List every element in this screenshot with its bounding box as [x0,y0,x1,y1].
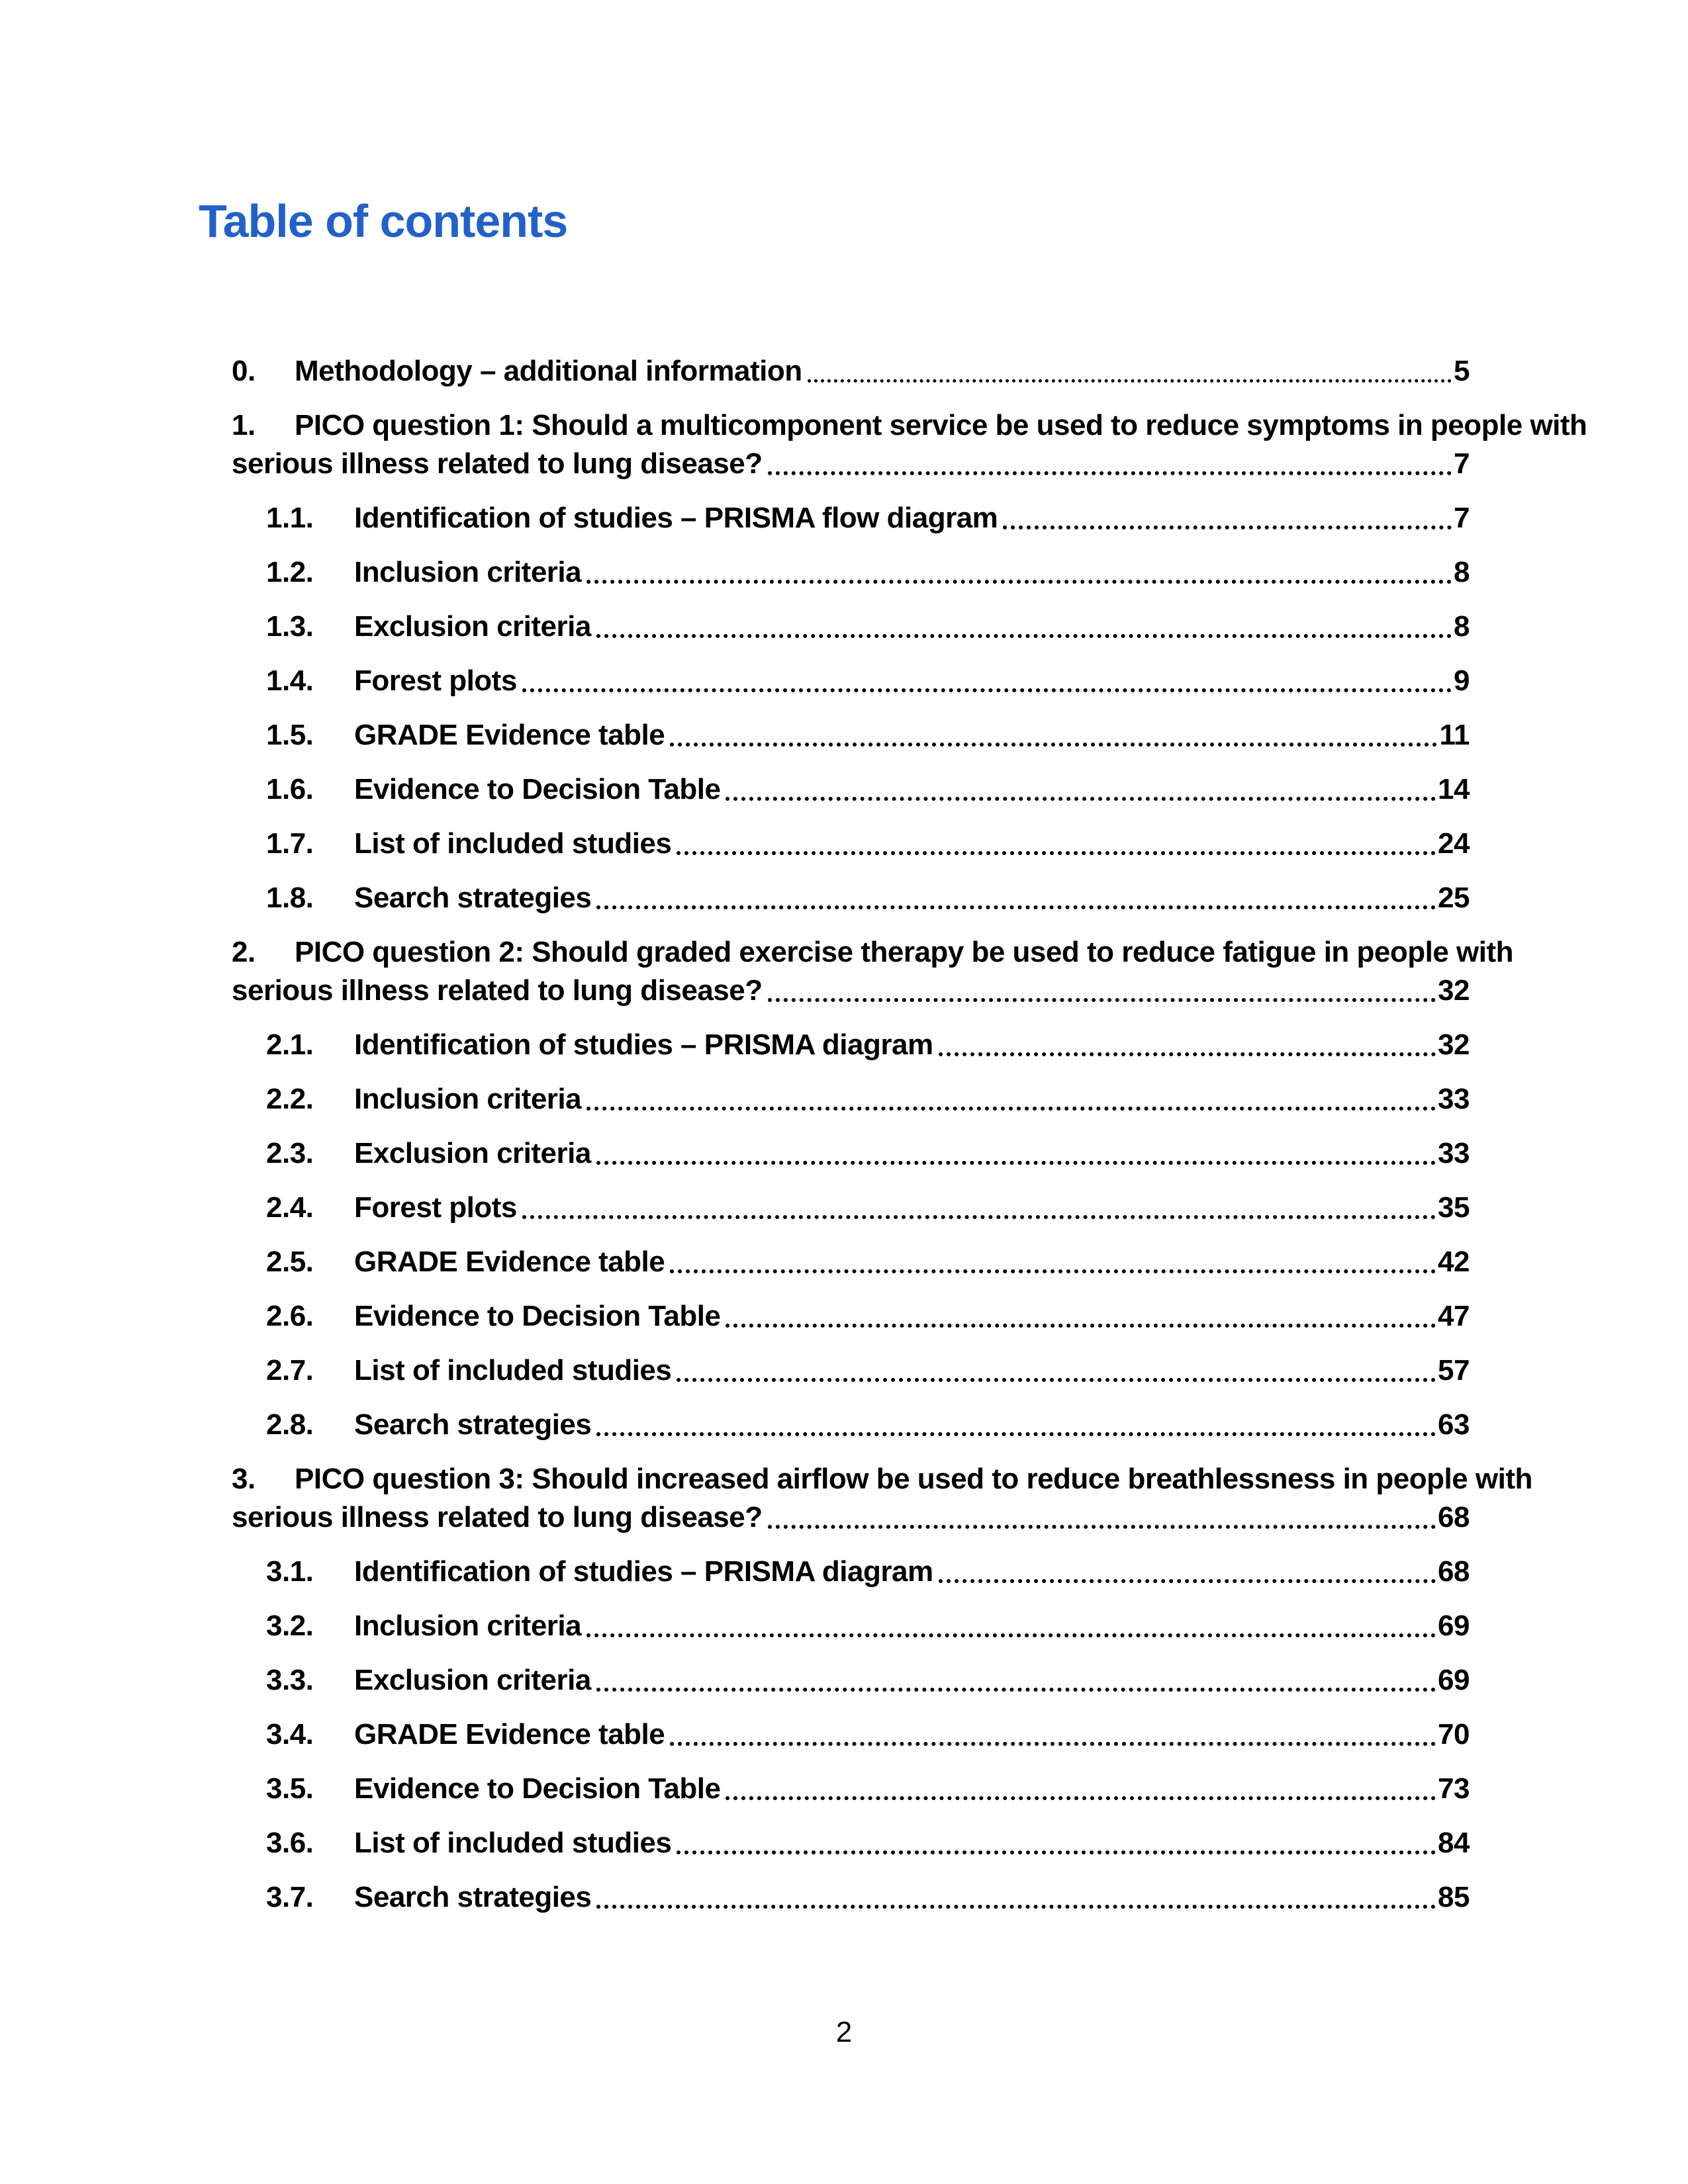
toc-entry-title: Search strategies [354,1408,592,1441]
toc-entry-title: Exclusion criteria [354,1664,591,1696]
dot-leader [586,580,1452,584]
toc-entry-page: 7 [1454,502,1470,534]
toc-entry-number: 3.4. [266,1718,314,1751]
dot-leader [939,1579,1436,1583]
toc-entry-number: 1.5. [266,719,314,751]
table-of-contents [232,352,1587,1933]
toc-entry-title: Inclusion criteria [354,1083,582,1115]
dot-leader [596,905,1436,909]
toc-entry-title: Inclusion criteria [354,556,582,588]
toc-entry-page: 9 [1454,664,1470,697]
toc-entry-line [266,1080,1470,1118]
dot-leader [808,379,1452,383]
toc-entry-title: Methodology – additional information [295,355,802,387]
toc-entry[interactable] [232,1406,1470,1444]
dot-leader [677,1378,1436,1382]
toc-entry-number: 2. [232,936,256,968]
toc-entry-line [266,1297,1470,1336]
toc-entry-number: 2.4. [266,1191,314,1224]
toc-entry-page: 35 [1438,1191,1470,1224]
toc-entry-line [266,1243,1470,1281]
toc-entry-page: 11 [1439,719,1470,751]
toc-entry-line [232,972,1470,1010]
toc-entry[interactable] [232,1297,1470,1336]
toc-entry-number: 1.2. [266,556,314,588]
toc-entry-title: Search strategies [354,1881,592,1913]
toc-entry-page: 47 [1438,1300,1470,1332]
toc-entry[interactable] [232,1661,1470,1700]
toc-entry-title: List of included studies [354,827,672,860]
toc-entry[interactable] [232,933,1514,1010]
toc-entry-title: Evidence to Decision Table [354,773,721,805]
toc-entry[interactable] [232,770,1470,809]
toc-entry-number: 1.4. [266,664,314,697]
toc-entry-number: 3.3. [266,1664,314,1696]
toc-entry-page: 33 [1438,1083,1470,1115]
toc-entry-title: GRADE Evidence table [354,719,665,751]
toc-entry[interactable] [232,825,1470,863]
toc-entry-line [232,1498,1470,1537]
toc-entry-number: 2.3. [266,1137,314,1169]
toc-entry[interactable] [232,1878,1470,1917]
dot-leader [596,1688,1436,1692]
toc-entry-page: 32 [1438,974,1470,1007]
toc-entry-title: Identification of studies – PRISMA flow diagram [354,502,998,534]
toc-entry-number: 1.3. [266,610,314,643]
toc-entry[interactable] [232,662,1470,700]
toc-entry-number: 2.2. [266,1083,314,1115]
toc-entry[interactable] [232,1607,1470,1645]
toc-entry-page: 85 [1438,1881,1470,1913]
toc-entry-number: 2.1. [266,1028,314,1061]
dot-leader [726,797,1436,801]
toc-entry-title: Forest plots [354,1191,517,1224]
dot-leader [670,743,1437,747]
toc-entry-line [232,352,1470,390]
toc-entry[interactable] [232,499,1470,537]
toc-entry-number: 0. [232,355,256,387]
toc-entry-title: Exclusion criteria [354,610,591,643]
toc-entry-title: PICO question 2: Should graded exercise therapy be used to reduce fatigue in people with [295,936,1514,968]
toc-entry[interactable] [232,716,1470,754]
toc-entry-line [266,499,1470,537]
toc-entry-title-wrap: serious illness related to lung disease? [232,974,763,1007]
toc-entry[interactable] [232,1134,1470,1173]
toc-entry[interactable] [232,1715,1470,1754]
toc-entry-line [266,1134,1470,1173]
toc-entry-title: Forest plots [354,664,517,697]
toc-entry-line [266,1715,1470,1754]
toc-entry[interactable] [232,1189,1470,1227]
toc-entry-line [232,406,1587,445]
toc-entry-title: Exclusion criteria [354,1137,591,1169]
dot-leader [768,1525,1436,1529]
toc-entry-number: 2.8. [266,1408,314,1441]
toc-entry-title: Inclusion criteria [354,1610,582,1642]
toc-entry-page: 8 [1454,556,1470,588]
toc-entry-line [266,1824,1470,1862]
toc-entry-page: 69 [1438,1664,1470,1696]
toc-entry-number: 3.2. [266,1610,314,1642]
toc-entry-page: 68 [1438,1555,1470,1588]
toc-entry-number: 2.6. [266,1300,314,1332]
dot-leader [726,1796,1436,1800]
toc-entry-line [266,1661,1470,1700]
toc-entry-title: PICO question 3: Should increased airflow be used to reduce breathlessness in people with [295,1463,1532,1495]
toc-entry-number: 3. [232,1463,256,1495]
toc-entry-line [266,1351,1470,1390]
toc-entry-number: 3.1. [266,1555,314,1588]
toc-entry-line [266,608,1470,646]
toc-entry-title: Search strategies [354,882,592,914]
toc-entry-page: 84 [1438,1827,1470,1859]
toc-entry[interactable] [232,1460,1532,1537]
toc-entry-page: 5 [1454,355,1470,387]
toc-entry-title: List of included studies [354,1827,672,1859]
toc-entry-page: 63 [1438,1408,1470,1441]
toc-entry-page: 42 [1438,1246,1470,1278]
toc-entry-line [266,825,1470,863]
toc-entry[interactable] [232,1026,1470,1064]
toc-entry-title: Evidence to Decision Table [354,1772,721,1805]
dot-leader [596,1161,1436,1165]
toc-entry-page: 57 [1438,1354,1470,1387]
toc-entry-title: Identification of studies – PRISMA diagram [354,1028,933,1061]
toc-entry-number: 1.8. [266,882,314,914]
toc-entry-page: 69 [1438,1610,1470,1642]
toc-entry-number: 1.1. [266,502,314,534]
toc-entry[interactable] [232,1243,1470,1281]
toc-entry-title-wrap: serious illness related to lung disease? [232,1501,763,1533]
dot-leader [768,998,1436,1002]
toc-entry-line [266,1553,1470,1591]
page-title: Table of contents [199,195,568,247]
toc-entry-page: 14 [1438,773,1470,805]
toc-entry-page: 25 [1438,882,1470,914]
toc-entry-number: 3.5. [266,1772,314,1805]
toc-entry-line [266,1189,1470,1227]
toc-entry-line [266,1026,1470,1064]
toc-entry-title: PICO question 1: Should a multicomponent service be used to reduce symptoms in people with [295,409,1587,441]
page-number-footer: 2 [835,2016,853,2048]
toc-entry-line [232,933,1514,972]
dot-leader [522,688,1452,692]
toc-entry-page: 73 [1438,1772,1470,1805]
dot-leader [677,1850,1436,1854]
toc-entry-number: 1.7. [266,827,314,860]
toc-entry-title: GRADE Evidence table [354,1246,665,1278]
dot-leader [677,851,1436,855]
toc-entry-number: 3.6. [266,1827,314,1859]
toc-entry-page: 24 [1438,827,1470,860]
dot-leader [596,1905,1436,1909]
dot-leader [586,1107,1436,1111]
toc-entry-line [266,879,1470,917]
toc-entry[interactable] [232,608,1470,646]
toc-entry[interactable] [232,1770,1470,1808]
dot-leader [522,1215,1436,1219]
toc-entry[interactable] [232,352,1470,390]
dot-leader [670,1269,1436,1273]
toc-entry-line [266,770,1470,809]
toc-entry-line [266,1607,1470,1645]
toc-entry[interactable] [232,1351,1470,1390]
toc-entry-page: 33 [1438,1137,1470,1169]
toc-entry-page: 68 [1438,1501,1470,1533]
toc-entry-number: 2.7. [266,1354,314,1387]
toc-entry-page: 32 [1438,1028,1470,1061]
toc-entry[interactable] [232,879,1470,917]
toc-entry-line [232,1460,1532,1498]
toc-entry[interactable] [232,1080,1470,1118]
toc-entry[interactable] [232,1553,1470,1591]
dot-leader [1003,525,1452,529]
toc-entry-page: 70 [1438,1718,1470,1751]
toc-entry[interactable] [232,1824,1470,1862]
toc-entry-line [266,716,1470,754]
toc-entry-line [232,445,1470,483]
dot-leader [596,1432,1436,1436]
toc-entry[interactable] [232,406,1587,483]
toc-entry-line [266,1770,1470,1808]
dot-leader [939,1052,1436,1056]
dot-leader [768,471,1452,475]
toc-entry[interactable] [232,553,1470,592]
toc-entry-title: Identification of studies – PRISMA diagram [354,1555,933,1588]
toc-entry-line [266,662,1470,700]
toc-entry-number: 1.6. [266,773,314,805]
toc-entry-number: 2.5. [266,1246,314,1278]
toc-entry-number: 1. [232,409,256,441]
toc-entry-line [266,1406,1470,1444]
dot-leader [586,1633,1436,1637]
dot-leader [670,1742,1436,1746]
toc-entry-title: GRADE Evidence table [354,1718,665,1751]
toc-entry-title: List of included studies [354,1354,672,1387]
toc-entry-line [266,553,1470,592]
toc-entry-page: 8 [1454,610,1470,643]
toc-entry-page: 7 [1454,447,1470,480]
dot-leader [726,1324,1436,1328]
toc-entry-title: Evidence to Decision Table [354,1300,721,1332]
toc-entry-title-wrap: serious illness related to lung disease? [232,447,763,480]
toc-entry-number: 3.7. [266,1881,314,1913]
toc-entry-line [266,1878,1470,1917]
dot-leader [596,634,1452,638]
